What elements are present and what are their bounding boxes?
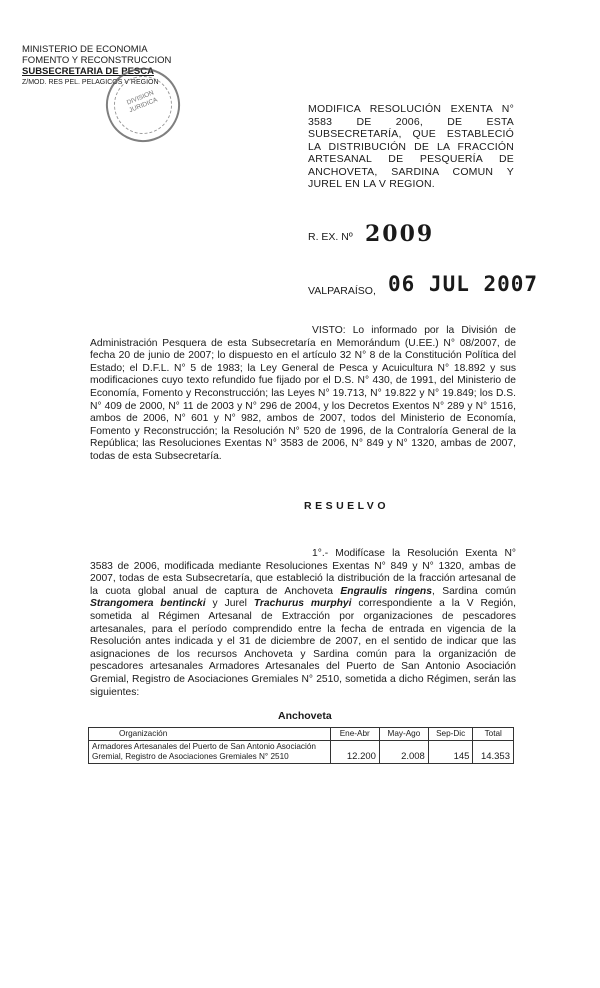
article-1-paragraph — [90, 548, 516, 699]
article-1-text-1: 1°.- Modifícase la Resolución Exenta N° 3583 de 2006, modificada mediante Resoluciones Exentas N° 849 y N° 1320, ambas de 2007, todas de esta Subsecretaría, que estableció la distribución de la fracción artesanal de la cuota global anual de captura de Anchoveta — [90, 548, 516, 597]
article-1-text-4: correspondiente a la V Región, sometida al Régimen Artesanal de Extracción por organizaciones de pescadores artesanales, para el período comprendido entre la fecha de entrada en vigencia de la Resolución antes indicada y el 31 de diciembre de 2007, en el sentido de indicar que las asignaciones de los recursos Anchoveta y Sardina común para la organización de pescadores artesanales Armadores Artesanales del Puerto de San Antonio Asociación Gremial, Registro de Asociaciones Gremiales N° 2510, sometida a dicho Régimen, serán las siguientes: — [90, 598, 516, 698]
table-row — [89, 741, 514, 764]
header-total: Total — [473, 728, 514, 741]
cell-sep-dic: 145 — [428, 741, 473, 764]
ministry-line-2: FOMENTO Y RECONSTRUCCION — [22, 55, 172, 66]
article-1-text-3: y Jurel — [205, 598, 254, 610]
ministry-line-4: Z/MOD. RES PEL. PELAGICOS V REGION — [22, 79, 159, 86]
header-sep-dic: Sep-Dic — [428, 728, 473, 741]
header-organizacion: Organización — [89, 728, 331, 741]
species-jurel: Trachurus murphyi — [253, 598, 352, 610]
city-label: VALPARAÍSO, — [308, 285, 376, 297]
ministry-line-3: SUBSECRETARIA DE PESCA — [22, 66, 154, 77]
ministry-line-1: MINISTERIO DE ECONOMIA — [22, 44, 148, 55]
article-1-text-2: , Sardina común — [431, 585, 516, 597]
table-header-row — [89, 728, 514, 741]
visto-paragraph: VISTO: Lo informado por la División de Administración Pesquera de esta Subsecretaría en Memorándum (U.EE.) N° 08/2007, de fecha 20 de junio de 2007; lo dispuesto en el artículo 32 N° 8 de la Constitución Política del Estado; el D.F.L. N° 5 de 1983; la Ley General de Pesca y Acuicultura N° 18.892 y sus modificaciones cuyo texto refundido fue fijado por el D.S. N° 430, de 1991, del Ministerio de Economía, Fomento y Reconstrucción; las Leyes N° 19.713, N° 19.822 y N° 19.849; los D.S. N° 409 de 2000, N° 11 de 2003 y N° 296 de 2004, y los Decretos Exentos N° 289 y N° 1516, ambos de 2006, N° 601 y N° 982, ambos de 2007, todos del Ministerio de Economía, Fomento y Reconstrucción; la Resolución N° 520 de 1996, de la Contraloría General de la República; las Resoluciones Exentas N° 3583 de 2006, N° 849 y N° 1320, ambas de 2007, todas de esta Subsecretaría. — [90, 325, 516, 462]
species-anchoveta: Engraulis ringens — [340, 585, 432, 597]
species-sardina: Strangomera bentincki — [90, 598, 206, 610]
resuelvo-heading: RESUELVO — [304, 500, 389, 512]
stamp-text: DIVISION JURIDICA — [125, 89, 159, 115]
header-ene-abr: Ene-Abr — [330, 728, 379, 741]
cell-total: 14.353 — [473, 741, 514, 764]
cell-organizacion: Armadores Artesanales del Puerto de San Antonio Asociación Gremial, Registro de Asociaciones Gremiales N° 2510 — [89, 741, 331, 764]
table-title: Anchoveta — [278, 710, 332, 722]
cell-may-ago: 2.008 — [379, 741, 428, 764]
document-title: MODIFICA RESOLUCIÓN EXENTA N° 3583 DE 2006, DE ESTA SUBSECRETARÍA, QUE ESTABLECIÓ LA DISTRIBUCIÓN DE LA FRACCIÓN ARTESANAL DE PESQUERÍA DE ANCHOVETA, SARDINA COMUN Y JUREL EN LA V REGION. — [308, 103, 514, 190]
quota-table — [88, 727, 514, 764]
resolution-number: 2009 — [365, 221, 435, 247]
resolution-date-stamp: 06 JUL 2007 — [388, 272, 539, 296]
resolution-label: R. EX. Nº — [308, 231, 353, 243]
header-may-ago: May-Ago — [379, 728, 428, 741]
cell-ene-abr: 12.200 — [330, 741, 379, 764]
